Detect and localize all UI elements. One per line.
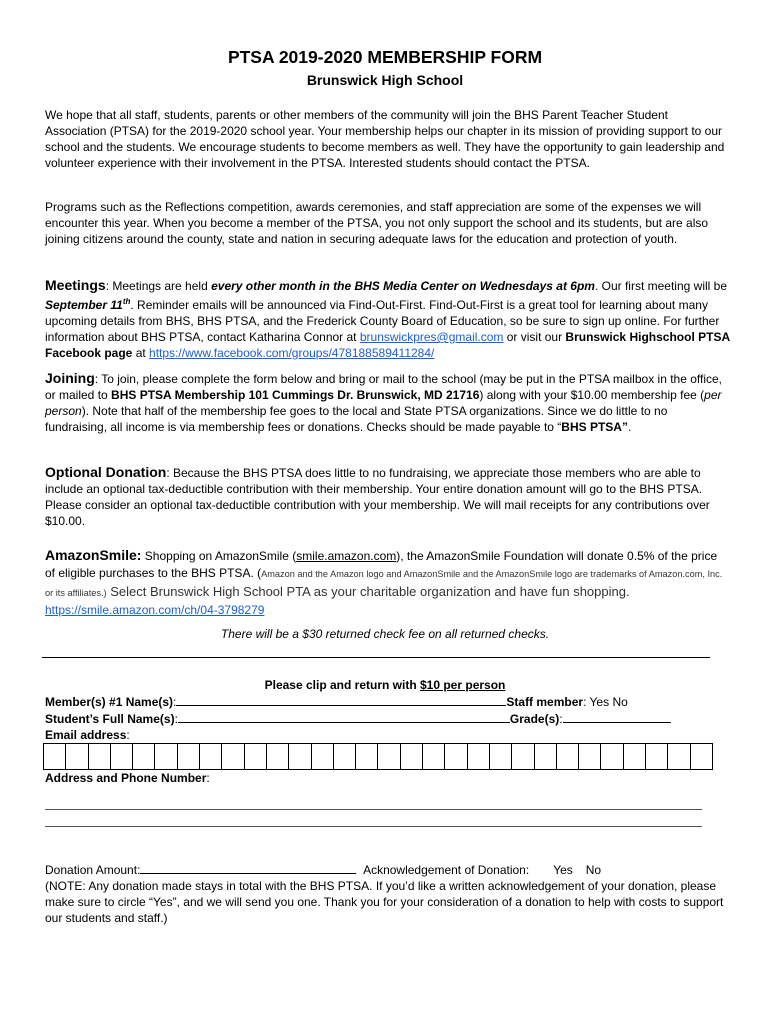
email-char-box[interactable] xyxy=(691,744,713,769)
first-meeting-date: September 11 xyxy=(45,298,123,312)
acknowledgement-yes[interactable]: Yes xyxy=(553,863,573,877)
email-char-box[interactable] xyxy=(668,744,690,769)
joining-text-4: . xyxy=(627,420,632,434)
email-char-box[interactable] xyxy=(401,744,423,769)
email-address-boxes[interactable] xyxy=(43,743,713,770)
meetings-heading: Meetings xyxy=(45,277,106,293)
address-phone-label: Address and Phone Number xyxy=(45,771,207,785)
email-char-box[interactable] xyxy=(579,744,601,769)
contact-email-link[interactable]: brunswickpres@gmail.com xyxy=(359,330,504,344)
grade-label: Grade(s) xyxy=(509,712,560,726)
intro-paragraph-1: We hope that all staff, students, parents or other members of the community will join the BHS Parent Teacher Student Association (PTSA) for the 2019-2020 school year. Your membership helps our chapter in its mission of providing support to our school and the students. We encourage students to become members as well. They have the opportunity to gain leadership and volunteer experience with their involvement in the PTSA. Interested students should contact the PTSA. xyxy=(45,108,725,170)
address-label-row: Address and Phone Number: xyxy=(45,771,210,785)
amazonsmile-link[interactable]: https://smile.amazon.com/ch/04-3798279 xyxy=(45,603,265,617)
meetings-text-4: or visit our xyxy=(503,330,566,344)
email-char-box[interactable] xyxy=(155,744,177,769)
clip-line xyxy=(42,657,710,658)
donation-amount-row xyxy=(45,862,601,878)
member-name-field[interactable] xyxy=(176,694,506,706)
email-char-box[interactable] xyxy=(646,744,668,769)
acknowledgement-label: Acknowledgement of Donation: xyxy=(363,863,530,877)
email-char-box[interactable] xyxy=(535,744,557,769)
donation-amount-label: Donation Amount: xyxy=(45,863,141,877)
email-char-box[interactable] xyxy=(289,744,311,769)
joining-text-3: ). Note that half of the membership fee goes to the local and State PTSA organizations. Since we do little to no fundraising, all income is via membership fees or donations. Checks should be made payable to “ xyxy=(45,404,668,434)
email-char-box[interactable] xyxy=(334,744,356,769)
email-char-box[interactable] xyxy=(133,744,155,769)
amazonsmile-text-3: Select Brunswick High School PTA as your charitable organization and have fun shopping. xyxy=(106,584,630,599)
per-person-note: per person xyxy=(45,388,722,418)
email-char-box[interactable] xyxy=(624,744,646,769)
email-char-box[interactable] xyxy=(378,744,400,769)
member-name-row: Member(s) #1 Name(s): Staff member: Yes No xyxy=(45,695,628,709)
donation-amount-field[interactable] xyxy=(140,862,356,874)
email-char-box[interactable] xyxy=(312,744,334,769)
email-char-box[interactable] xyxy=(356,744,378,769)
email-char-box[interactable] xyxy=(178,744,200,769)
joining-heading: Joining xyxy=(45,370,95,386)
email-char-box[interactable] xyxy=(245,744,267,769)
facebook-link[interactable]: https://www.facebook.com/groups/478188589411284/ xyxy=(149,346,435,360)
joining-text-1: : To join, please complete the form below and bring or mail to the school (may be put in the PTSA mailbox in the office, or mailed to xyxy=(45,372,723,402)
clip-instruction xyxy=(0,677,770,693)
meetings-text-1: : Meetings are held xyxy=(105,279,212,293)
first-meeting-date-suffix: th xyxy=(122,297,131,306)
clip-amount: $10 per person xyxy=(420,678,506,692)
meetings-text-3: . Reminder emails will be announced via Find-Out-First. Find-Out-First is a great tool for learning about many upcoming details from BHS, BHS PTSA, and the Frederick County Board of Education, so be sure to sign up online. For further information about BHS PTSA, contact Katharina Connor at xyxy=(45,298,720,344)
facebook-page-label: Brunswick Highschool PTSA Facebook page xyxy=(45,330,730,360)
amazonsmile-heading: AmazonSmile: xyxy=(45,547,142,563)
email-char-box[interactable] xyxy=(512,744,534,769)
meetings-section xyxy=(45,277,730,361)
grade-field[interactable] xyxy=(563,711,671,723)
meetings-text-2: . Our first meeting will be xyxy=(594,279,727,293)
email-char-box[interactable] xyxy=(200,744,222,769)
acknowledgement-no[interactable]: No xyxy=(585,863,602,877)
amazonsmile-site: smile.amazon.com xyxy=(296,549,397,563)
donation-heading: Optional Donation xyxy=(45,464,167,480)
address-line-1[interactable] xyxy=(45,809,702,810)
email-char-box[interactable] xyxy=(222,744,244,769)
intro-paragraph-2: Programs such as the Reflections competition, awards ceremonies, and staff appreciation are some of the expenses we will encounter this year. When you become a member of the PTSA, you not only support the school and its students, but are also joining citizens around the county, state and nation in securing adequate laws for the education and protection of youth. xyxy=(45,200,709,246)
amazonsmile-text-1: Shopping on AmazonSmile ( xyxy=(141,549,297,563)
address-line-2[interactable] xyxy=(45,826,702,827)
donation-note: (NOTE: Any donation made stays in total with the BHS PTSA. If you’d like a written acknowledgement of your donation, please make sure to circle “Yes”, and we will send you one. Thank you for your consideration of a donation to help with costs to support our students and staff.) xyxy=(45,879,724,925)
mailing-address: BHS PTSA Membership 101 Cummings Dr. Brunswick, MD 21716 xyxy=(111,388,480,402)
student-name-field[interactable] xyxy=(178,711,510,723)
email-char-box[interactable] xyxy=(111,744,133,769)
email-char-box[interactable] xyxy=(267,744,289,769)
email-char-box[interactable] xyxy=(423,744,445,769)
email-char-box[interactable] xyxy=(601,744,623,769)
email-address-label: Email address xyxy=(45,728,127,742)
member-name-label: Member(s) #1 Name(s) xyxy=(45,695,174,709)
donation-text: : Because the BHS PTSA does little to no fundraising, we appreciate those members who are able to include an optional tax-deductible contribution with their membership. Your entire donation amount will go to the BHS PTSA. Please consider an optional tax-deductible contribution with your membership. We will mail receipts for any contributions over $10.00. xyxy=(45,466,710,528)
joining-section xyxy=(45,370,730,435)
student-name-row: Student’s Full Name(s): Grade(s): xyxy=(45,711,671,727)
email-char-box[interactable] xyxy=(66,744,88,769)
school-name: Brunswick High School xyxy=(306,72,464,88)
email-char-box[interactable] xyxy=(468,744,490,769)
check-payee: BHS PTSA” xyxy=(561,420,628,434)
email-char-box[interactable] xyxy=(44,744,66,769)
email-char-box[interactable] xyxy=(557,744,579,769)
student-name-label: Student’s Full Name(s) xyxy=(45,712,175,726)
staff-member-label: Staff member xyxy=(506,695,584,709)
amazonsmile-section xyxy=(45,547,730,619)
amazonsmile-text-2: ), the AmazonSmile Foundation will donate 0.5% of the price of eligible purchases to the BHS PTSA. ( xyxy=(45,549,718,580)
email-char-box[interactable] xyxy=(445,744,467,769)
email-char-box[interactable] xyxy=(490,744,512,769)
email-label-row: Email address: xyxy=(45,728,130,742)
clip-text: Please clip and return with xyxy=(264,678,420,692)
email-char-box[interactable] xyxy=(89,744,111,769)
meetings-text-5: at xyxy=(132,346,150,360)
meetings-schedule: every other month in the BHS Media Center on Wednesdays at 6pm xyxy=(211,279,595,293)
donation-section xyxy=(45,464,730,529)
joining-text-2: ) along with your $10.00 membership fee ( xyxy=(479,388,705,402)
returned-check-notice: There will be a $30 returned check fee on all returned checks. xyxy=(220,627,550,641)
staff-member-options[interactable]: : Yes No xyxy=(583,695,628,709)
amazon-trademark-note: Amazon and the Amazon logo and AmazonSmile and the AmazonSmile logo are trademarks of Amazon.com, Inc. or its affiliates.) xyxy=(45,569,723,598)
page-title: PTSA 2019-2020 MEMBERSHIP FORM xyxy=(227,47,543,67)
